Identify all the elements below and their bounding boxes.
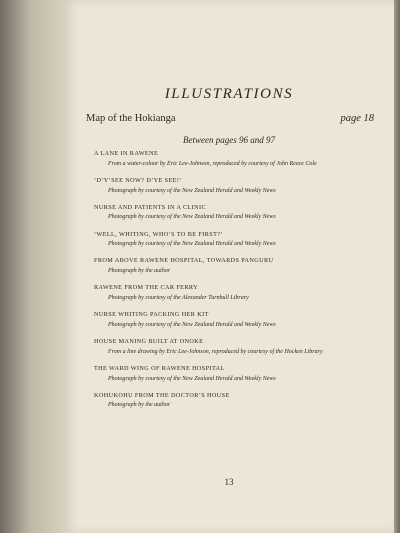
illustration-credit: Photograph by courtesy of the New Zealand Herald and Weekly News: [108, 375, 276, 382]
illustration-credit: Photograph by courtesy of the Alexander Turnbull Library: [108, 294, 249, 301]
illustration-credit: Photograph by courtesy of the New Zealand Herald and Weekly News: [108, 214, 276, 221]
list-item: [94, 284, 369, 302]
book-fore-edge: [394, 0, 400, 533]
list-item: [94, 392, 369, 410]
illustration-credit: Photograph by courtesy of the New Zealand Herald and Weekly News: [108, 241, 276, 248]
map-label: Map of the Hokianga: [86, 113, 176, 124]
list-item: [94, 231, 369, 249]
list-item: [94, 204, 369, 222]
map-page-ref: page 18: [340, 113, 374, 124]
map-entry: [86, 113, 374, 124]
list-item: [94, 177, 369, 195]
book-gutter: [0, 0, 66, 533]
illustration-credit: Photograph by courtesy of the New Zealand Herald and Weekly News: [108, 321, 276, 328]
page-number: 13: [224, 477, 234, 487]
illustration-title: RAWENE FROM THE CAR FERRY: [94, 284, 198, 292]
illustration-credit: From a line drawing by Eric Lee-Johnson, reproduced by courtesy of the Hocken Library: [108, 348, 323, 355]
list-item: [94, 150, 369, 168]
illustration-credit: From a water-colour by Eric Lee-Johnson, reproduced by courtesy of John Reece Cole: [108, 160, 317, 167]
illustration-credit: Photograph by the author: [108, 268, 171, 275]
list-item: [94, 311, 369, 329]
illustration-title: ‘D’Y’SEE NOW? D’YE SEE!’: [94, 176, 182, 184]
list-item: [94, 257, 369, 275]
illustration-title: THE WARD WING OF RAWENE HOSPITAL: [94, 364, 225, 372]
list-item: [94, 365, 369, 383]
page-heading: ILLUSTRATIONS: [164, 86, 294, 102]
illustration-title: FROM ABOVE RAWENE HOSPITAL, TOWARDS PANGURU: [94, 257, 274, 265]
between-pages-note: Between pages 96 and 97: [183, 135, 275, 145]
illustration-credit: Photograph by courtesy of the New Zealand Herald and Weekly News: [108, 187, 276, 194]
illustration-title: HOUSE MANING BUILT AT ONOKE: [94, 337, 204, 345]
illustration-list: [94, 150, 369, 418]
illustration-title: NURSE WHITING PACKING HER KIT: [94, 311, 209, 319]
list-item: [94, 338, 369, 356]
illustration-title: ‘WELL, WHITING, WHO’S TO BE FIRST?’: [94, 230, 223, 238]
illustration-credit: Photograph by the author: [108, 402, 171, 409]
illustration-title: A LANE IN RAWENE: [94, 150, 159, 157]
book-page: [64, 0, 394, 533]
illustration-title: NURSE AND PATIENTS IN A CLINIC: [94, 203, 206, 211]
illustration-title: KOHUKOHU FROM THE DOCTOR’S HOUSE: [94, 391, 230, 399]
